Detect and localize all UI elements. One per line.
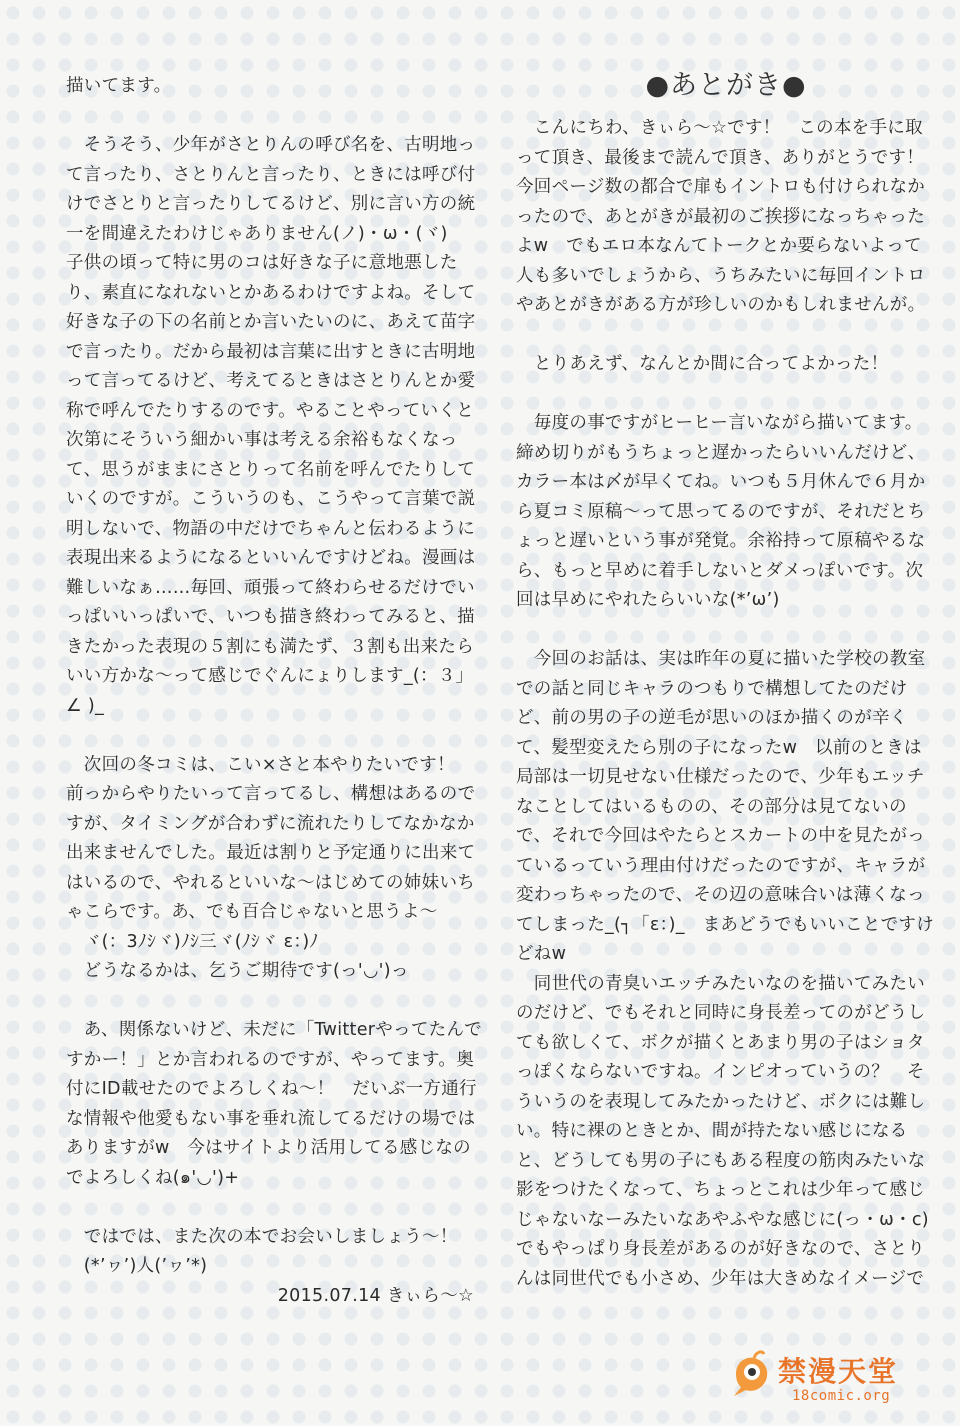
left-paragraph-3: 次回の冬コミは、こい×さと本やりたいです！ 前っからやりたいって言ってるし、構想はあるのですが、タイミングが合わずに流れたりしてなかなか出来ませんでした。最近は割りと予定通りに出来てはいるので、やれるといいな～はじめての姉妹いちゃこらです。あ、でも百合じゃないと思うよ～ ヾ(：3ﾉｼヾ)ﾉｼ三ヾ(ﾉｼヾ ε：)ﾉ どうなるかは、乞うご期待です(っ'◡')っ <box>66 754 476 981</box>
right-paragraph-2: とりあえず、なんとか間に合ってよかった！ <box>516 354 889 374</box>
left-paragraph-2: そうそう、少年がさとりんの呼び名を、古明地って言ったり、さとりんと言ったり、ときには呼び付けでさとりと言ったりしてるけど、別に言い方の統一を間違えたわけじゃありません(ノ)・ω・(ヾ) 子供の頃って特に男のコは好きな子に意地悪したり、素直になれないとかあるわけですよね。そして好きな子の下の名前とか言いたいのに、あえて苗字で言ったり。だから最初は言葉に出すときに古明地って言ってるけど、考えてるときはさとりんとか愛称で呼んでたりするのです。やることやっていくと次第にそういう細かい事は考える余裕もなくなって、思うがままにさとりって名前を呼んでたりしていくのですが。こういうのも、こうやって言葉で説明しないで、物語の中だけでちゃんと伝わるように表現出来るようになるといいんですけどね。漫画は難しいなぁ……毎回、頑張って終わらせるだけでいっぱいいっぱいで、いつも描き終わってみると、描きたかった表現の５割にも満たず、３割も出来たらいい方かな～って感じでぐんにょりします_(：３」∠ )_ <box>66 135 476 716</box>
watermark-url: 18comic.org <box>792 1388 891 1404</box>
mascot-logo-icon <box>728 1348 774 1400</box>
afterword-title: ●あとがき● <box>645 70 807 101</box>
right-column <box>516 72 936 1294</box>
right-paragraph-4: 今回のお話は、実は昨年の夏に描いた学校の教室での話と同じキャラのつもりで構想してたのだけど、前の男の子の逆毛が思いのほか描くのが辛くて、髪型変えたら別の子になったw 以前のときは局部は一切見せない仕様だったので、少年もエッチなことしてはいるものの、その部分は見てないので、それで今回はやたらとスカートの中を見たがっているっていう理由付けだったのですが、キャラが変わっちゃったので、その辺の意味合いは薄くなってしまった_(┐「ε：)_ まあどうでもいいことですけどねw <box>516 649 934 964</box>
site-watermark <box>728 1346 938 1416</box>
left-paragraph-4: あ、関係ないけど、未だに「Twitterやってたんですかー！」とか言われるのですが、やってます。奥付にID載せたのでよろしくね～！ だいぶ一方通行な情報や他愛もない事を垂れ流してるだけの場ではありますがw 今はサイトより活用してる感じなのでよろしくね(๑'◡')+ <box>66 1020 483 1188</box>
right-paragraph-1: こんにちわ、きぃら～☆です！ この本を手に取って頂き、最後まで読んで頂き、ありがとうです！今回ページ数の都合で扉もイントロも付けられなかったので、あとがきが最初のご挨拶になっちゃったよw でもエロ本なんてトークとか要らないよって人も多いでしょうから、うちみたいに毎回イントロやあとがきがある方が珍しいのかもしれませんが。 <box>516 118 926 315</box>
watermark-site-name: 禁漫天堂 <box>778 1355 899 1388</box>
left-paragraph-5: ではでは、また次の本でお会いしましょう～！ (*’ヮ’)人(’ヮ’*) <box>83 1226 458 1276</box>
right-paragraph-3: 毎度の事ですがヒーヒー言いながら描いてます。締め切りがもうちょっと遅かったらいいんだけど、カラー本は〆が早くてね。いつも５月休んで６月から夏コミ原稿～って思ってるのですが、それだとちょっと遅いという事が発覚。余裕持って原稿やるなら、もっと早めに着手しないとダメっぽいです。次回は早めにやれたらいいな(*’ω’) <box>516 413 926 610</box>
left-column <box>66 72 486 1311</box>
signature: 2015.07.14 きぃら～☆ <box>277 1285 474 1306</box>
right-paragraph-5: 同世代の青臭いエッチみたいなのを描いてみたいのだけど、でもそれと同時に身長差ってのがどうしても欲しくて、ボクが描くとあまり男の子はショタっぽくならないですね。インピオっていうの？ そういうのを表現してみたかったけど、ボクには難しい。特に裸のときとか、間が持たない感じになると、どうしても男の子にもある程度の筋肉みたいな影をつけたくなって、ちょっとこれは少年って感じじゃないなーみたいなあやふやな感じに(っ・ω・c) でもやっぱり身長差があるのが好きなので、さとりんは同世代でも小さめ、少年は大きめなイメージで <box>516 973 929 1289</box>
left-paragraph-1: 描いてます。 <box>66 76 172 96</box>
